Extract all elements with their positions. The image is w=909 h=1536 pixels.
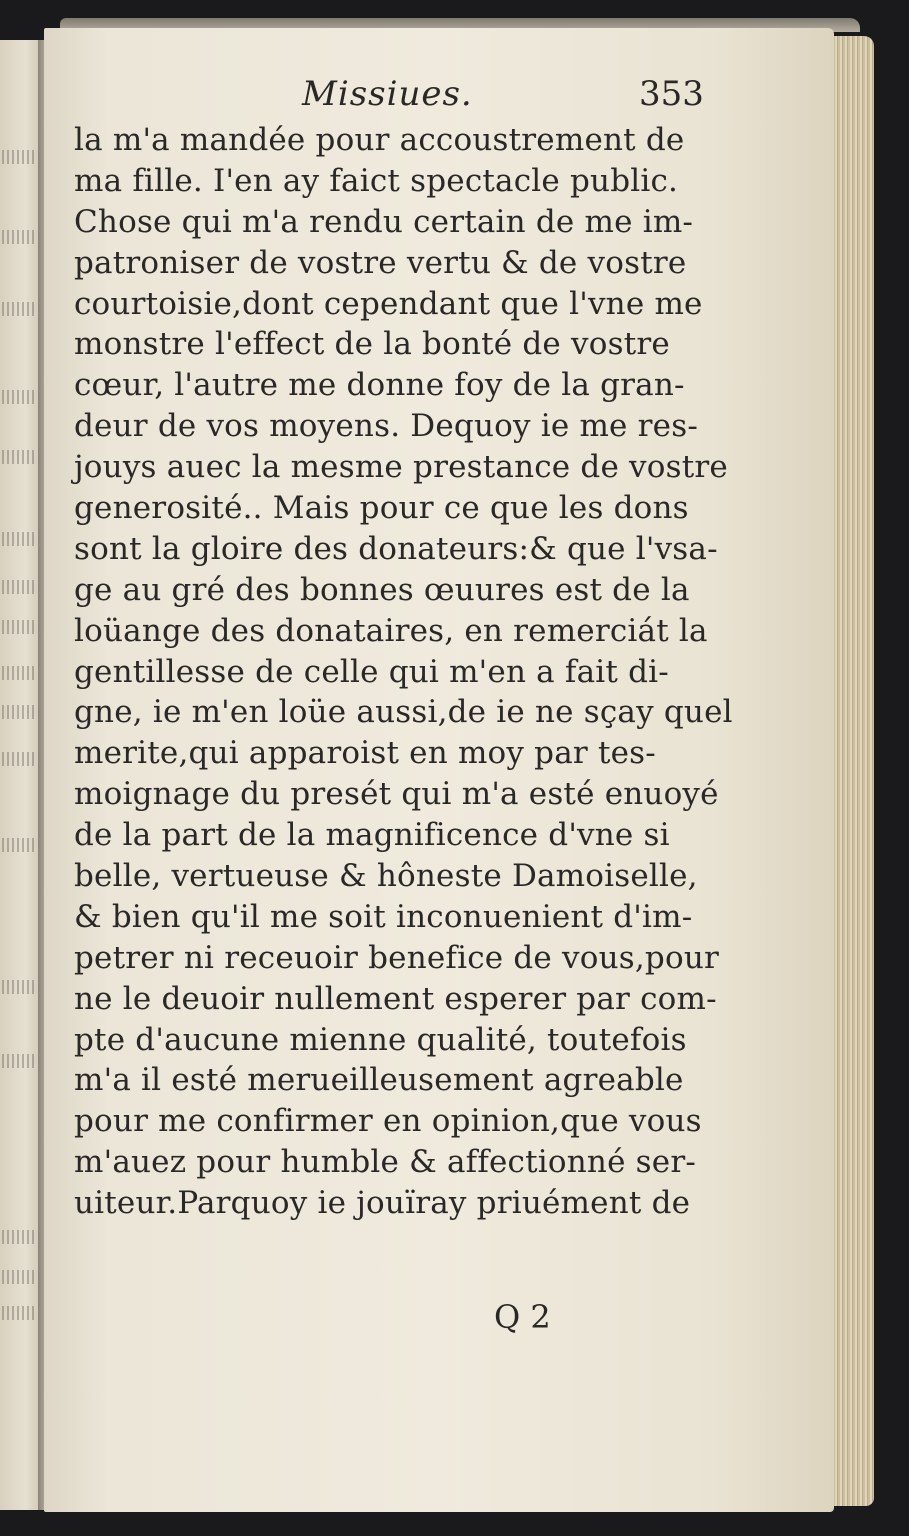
text-line: generosité.. Mais pour ce que les dons xyxy=(74,490,689,527)
text-line: pte d'aucune mienne qualité, toutefois xyxy=(74,1021,687,1058)
text-line: la m'a mandée pour accoustrement de xyxy=(74,122,685,158)
text-line: uiteur.Parquoy ie jouïray priuément de xyxy=(74,1185,691,1222)
text-line: cœur, l'autre me donne foy de la gran- xyxy=(74,367,685,404)
text-line: Chose qui m'a rendu certain de me im- xyxy=(74,203,694,240)
text-lines xyxy=(74,120,733,1224)
page-text xyxy=(74,74,733,1224)
text-line: ne le deuoir nullement esperer par com- xyxy=(74,980,717,1017)
page-header xyxy=(74,74,714,120)
text-line: monstre l'effect de la bonté de vostre xyxy=(74,326,670,363)
text-line: jouys auec la mesme prestance de vostre xyxy=(74,449,728,486)
text-line: loüange des donataires, en remerciát la xyxy=(74,612,708,649)
text-line: ma fille. I'en ay faict spectacle public. xyxy=(74,162,679,199)
text-line: ge au gré des bonnes œuures est de la xyxy=(74,571,690,608)
text-line: merite,qui apparoist en moy par tes- xyxy=(74,735,656,772)
text-line: courtoisie,dont cependant que l'vne me xyxy=(74,285,703,322)
previous-page-edge xyxy=(0,40,42,1510)
signature-mark: Q 2 xyxy=(494,1298,551,1336)
text-line: m'auez pour humble & affectionné ser- xyxy=(74,1144,697,1181)
text-line: deur de vos moyens. Dequoy ie me res- xyxy=(74,408,699,445)
text-line: & bien qu'il me soit inconuenient d'im- xyxy=(74,898,693,935)
text-line: belle, vertueuse & hôneste Damoiselle, xyxy=(74,858,698,895)
text-line: m'a il esté merueilleusement agreable xyxy=(74,1062,684,1099)
running-head: Missiues. xyxy=(302,74,473,114)
page-number: 353 xyxy=(639,74,704,114)
text-line: sont la gloire des donateurs:& que l'vsa- xyxy=(74,530,718,567)
text-line: gne, ie m'en loüe aussi,de ie ne sçay quel xyxy=(74,694,733,731)
text-line: gentillesse de celle qui m'en a fait di- xyxy=(74,653,669,690)
text-line: pour me confirmer en opinion,que vous xyxy=(74,1103,702,1140)
text-line: patroniser de vostre vertu & de vostre xyxy=(74,244,687,281)
text-line: moignage du presét qui m'a esté enuoyé xyxy=(74,776,719,813)
text-line: de la part de la magnificence d'vne si xyxy=(74,817,670,854)
text-line: petrer ni receuoir benefice de vous,pour xyxy=(74,939,719,976)
